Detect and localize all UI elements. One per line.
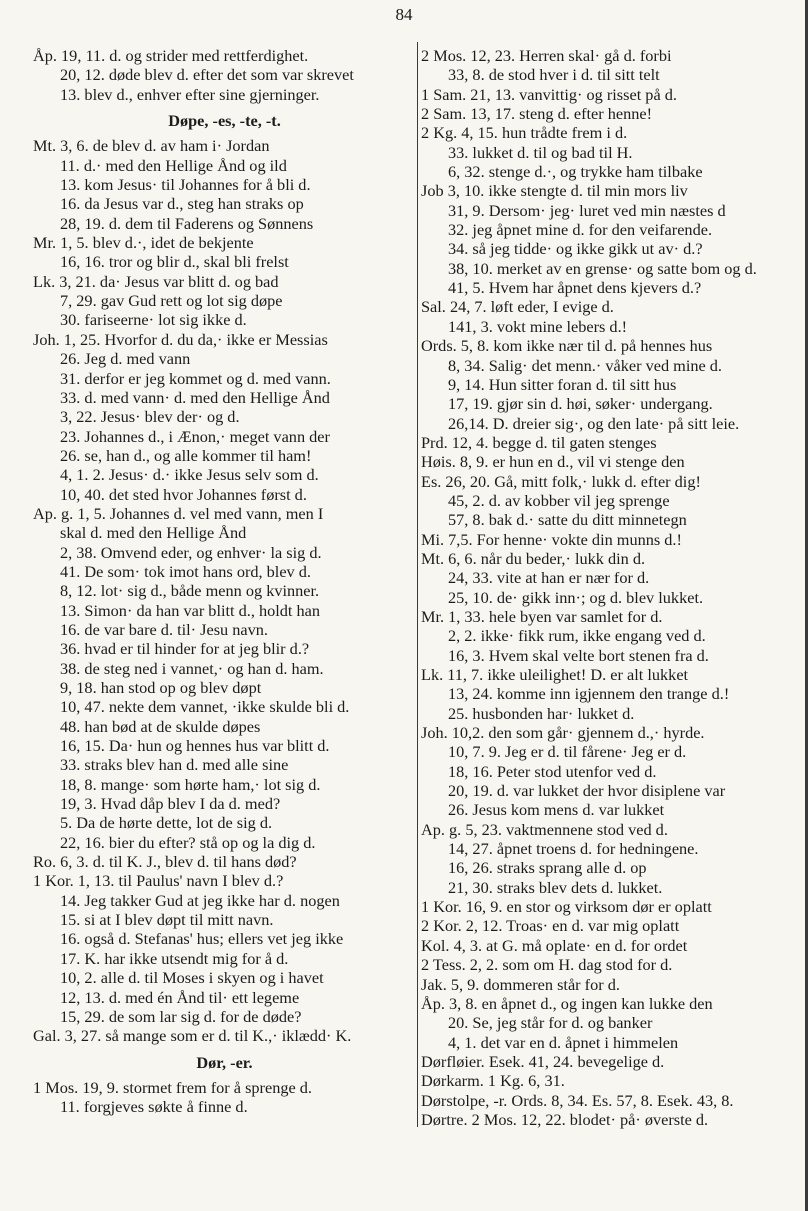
concordance-subline: 4, 1. 2. Jesus· d.· ikke Jesus selv som d.: [60, 465, 319, 485]
concordance-subline: 16, 15. Da· hun og hennes hus var blitt d.: [60, 736, 330, 756]
concordance-subline: 36. hvad er til hinder for at jeg blir d.?: [60, 639, 310, 659]
concordance-subline: 17. K. har ikke utsendt mig for å d.: [60, 948, 289, 968]
concordance-entry: 2 Kg. 4, 15. hun trådte frem i d.: [421, 123, 628, 143]
concordance-entry: 2 Sam. 13, 17. steng d. efter henne!: [421, 104, 653, 124]
concordance-entry: Ro. 6, 3. d. til K. J., blev d. til hans død?: [33, 852, 297, 872]
concordance-subline: 13. kom Jesus· til Johannes for å bli d.: [60, 175, 311, 195]
concordance-entry: Ap. g. 1, 5. Johannes d. vel med vann, men I: [33, 503, 324, 523]
concordance-subline: 11. d.· med den Hellige Ånd og ild: [60, 155, 287, 175]
concordance-subline: 22, 16. bier du efter? stå op og la dig d.: [60, 832, 316, 852]
concordance-subline: 34. så jeg tidde· og ikke gikk ut av· d.?: [448, 239, 703, 259]
concordance-subline: 41. De som· tok imot hans ord, blev d.: [60, 561, 311, 581]
concordance-subline: 5. Da de hørte dette, lot de sig d.: [60, 813, 273, 833]
concordance-subline: 38. de steg ned i vannet,· og han d. ham.: [60, 658, 324, 678]
section-heading: Dør, -er.: [196, 1052, 253, 1072]
section-heading: Døpe, -es, -te, -t.: [168, 111, 281, 131]
concordance-entry: Dørstolpe, -r. Ords. 8, 34. Es. 57, 8. Esek. 43, 8.: [421, 1090, 734, 1110]
concordance-subline: 141, 3. vokt mine lebers d.!: [448, 316, 628, 336]
concordance-subline: 13. Simon· da han var blitt d., holdt han: [60, 600, 321, 620]
concordance-entry: Jak. 5, 9. dommeren står for d.: [421, 974, 620, 994]
right-column: [421, 46, 806, 1129]
concordance-subline: 28, 19. d. dem til Faderens og Sønnens: [60, 213, 314, 233]
concordance-subline: 26. Jeg d. med vann: [60, 349, 191, 369]
concordance-entry: Ap. g. 5, 23. vaktmennene stod ved d.: [421, 819, 668, 839]
concordance-subline: 31. derfor er jeg kommet og d. med vann.: [60, 368, 331, 388]
concordance-subline: 48. han bød at de skulde døpes: [60, 716, 261, 736]
concordance-subline: 2, 2. ikke· fikk rum, ikke engang ved d.: [448, 626, 706, 646]
concordance-subline: 38, 10. merket av en grense· og satte bom og d.: [448, 258, 757, 278]
concordance-subline: 19, 3. Hvad dåp blev I da d. med?: [60, 794, 281, 814]
concordance-entry: Lk. 3, 21. da· Jesus var blitt d. og bad: [33, 271, 279, 291]
concordance-subline: 14. Jeg takker Gud at jeg ikke har d. nogen: [60, 890, 340, 910]
concordance-subline: 15. si at I blev døpt til mitt navn.: [60, 910, 274, 930]
concordance-subline: 32. jeg åpnet mine d. for den veifarende.: [448, 220, 713, 240]
concordance-subline: 9, 18. han stod op og blev døpt: [60, 678, 262, 697]
concordance-entry: Sal. 24, 7. løft eder, I evige d.: [421, 297, 614, 317]
concordance-subline: 18, 16. Peter stod utenfor ved d.: [448, 761, 657, 781]
concordance-subline: 16. også d. Stefanas' hus; ellers vet jeg ikke: [60, 929, 344, 949]
concordance-subline: 10, 40. det sted hvor Johannes først d.: [60, 484, 307, 504]
concordance-entry: Høis. 8, 9. er hun en d., vil vi stenge den: [421, 452, 685, 472]
concordance-entry: Åp. 19, 11. d. og strider med rettferdighet.: [33, 46, 309, 65]
concordance-subline: 14, 27. åpnet troens d. for hedningene.: [448, 839, 699, 859]
concordance-subline: 4, 1. det var en d. åpnet i himmelen: [448, 1032, 679, 1052]
concordance-subline: 33, 8. de stod hver i d. til sitt telt: [448, 65, 660, 85]
concordance-entry: Mt. 6, 6. når du beder,· lukk din d.: [421, 548, 646, 568]
concordance-subline: 31, 9. Dersom· jeg· luret ved min næstes d: [448, 200, 726, 220]
concordance-subline: 21, 30. straks blev dets d. lukket.: [448, 877, 663, 897]
concordance-entry: 1 Sam. 21, 13. vanvittig· og risset på d.: [421, 84, 677, 104]
concordance-subline: 23. Johannes d., i Ænon,· meget vann der: [60, 426, 330, 446]
concordance-subline: 16, 16. tror og blir d., skal bli frelst: [60, 252, 289, 272]
concordance-entry: Ords. 5, 8. kom ikke nær til d. på hennes hus: [421, 336, 713, 356]
concordance-subline: 20, 12. døde blev d. efter det som var skrevet: [60, 65, 354, 85]
concordance-entry: 2 Kor. 2, 12. Troas· en d. var mig oplatt: [421, 916, 680, 936]
concordance-subline: 26. se, han d., og alle kommer til ham!: [60, 445, 312, 465]
concordance-subline: 41, 5. Hvem har åpnet dens kjevers d.?: [448, 278, 702, 298]
page-number: 84: [395, 5, 413, 24]
concordance-subline: 33. d. med vann· d. med den Hellige Ånd: [60, 387, 330, 407]
concordance-subline: 6, 32. stenge d.·, og trykke ham tilbake: [448, 162, 703, 182]
concordance-entry: Dørfløier. Esek. 41, 24. bevegelige d.: [421, 1051, 665, 1071]
concordance-subline: 12, 13. d. med én Ånd til· ett legeme: [60, 987, 300, 1007]
concordance-subline: 11. forgjeves søkte å finne d.: [60, 1097, 248, 1117]
concordance-subline: 16, 26. straks sprang alle d. op: [448, 858, 647, 878]
concordance-entry: Mt. 3, 6. de blev d. av ham i· Jordan: [33, 136, 270, 156]
concordance-subline: 18, 8. mange· som hørte ham,· lot sig d.: [60, 774, 321, 794]
left-column: [33, 46, 416, 1117]
concordance-subline: 10, 7. 9. Jeg er d. til fårene· Jeg er d.: [448, 742, 687, 762]
concordance-entry: Prd. 12, 4. begge d. til gaten stenges: [421, 432, 657, 452]
concordance-subline: 24, 33. vite at han er nær for d.: [448, 568, 650, 588]
concordance-subline: 10, 47. nekte dem vannet, ·ikke skulde bli d.: [60, 697, 350, 717]
concordance-entry: 2 Mos. 12, 23. Herren skal· gå d. forbi: [421, 46, 672, 65]
concordance-subline: 8, 34. Salig· det menn.· våker ved mine d.: [448, 355, 722, 375]
concordance-subline: 20, 19. d. var lukket der hvor disiplene var: [448, 781, 726, 801]
concordance-subline: 3, 22. Jesus· blev der· og d.: [60, 407, 240, 427]
concordance-subline: 7, 29. gav Gud rett og lot sig døpe: [60, 291, 283, 311]
concordance-subline: 16. de var bare d. til· Jesu navn.: [60, 619, 268, 639]
concordance-subline: 25. husbonden har· lukket d.: [448, 703, 635, 723]
concordance-entry: Joh. 1, 25. Hvorfor d. du da,· ikke er Messias: [33, 329, 328, 349]
concordance-subline: 33. straks blev han d. med alle sine: [60, 755, 289, 775]
concordance-entry: 1 Kor. 16, 9. en stor og virksom dør er oplatt: [421, 897, 712, 917]
concordance-subline: 13. blev d., enhver efter sine gjerninger.: [60, 84, 320, 104]
concordance-entry: Job 3, 10. ikke stengte d. til min mors liv: [421, 181, 688, 201]
concordance-subline: 13, 24. komme inn igjennem den trange d.!: [448, 684, 730, 704]
concordance-entry: 1 Mos. 19, 9. stormet frem for å sprenge d.: [33, 1077, 312, 1097]
concordance-entry: Dørkarm. 1 Kg. 6, 31.: [421, 1071, 565, 1091]
concordance-entry: 1 Kor. 1, 13. til Paulus' navn I blev d.?: [33, 871, 284, 891]
concordance-subline: 33. lukket d. til og bad til H.: [448, 142, 633, 162]
concordance-subline: 10, 2. alle d. til Moses i skyen og i havet: [60, 968, 324, 988]
concordance-entry: Kol. 4, 3. at G. må oplate· en d. for ordet: [421, 935, 688, 955]
concordance-subline: 17, 19. gjør sin d. høi, søker· undergang.: [448, 394, 713, 414]
concordance-subline: 9, 14. Hun sitter foran d. til sitt hus: [448, 374, 677, 394]
concordance-subline: 16, 3. Hvem skal velte bort stenen fra d.: [448, 645, 709, 665]
concordance-subline: 57, 8. bak d.· satte du ditt minnetegn: [448, 510, 687, 530]
concordance-subline: skal d. med den Hellige Ånd: [60, 523, 247, 543]
concordance-entry: 2 Tess. 2, 2. som om H. dag stod for d.: [421, 955, 673, 975]
concordance-subline: 8, 12. lot· sig d., både menn og kvinner.: [60, 581, 320, 601]
concordance-subline: 16. da Jesus var d., steg han straks op: [60, 194, 304, 214]
concordance-entry: Åp. 3, 8. en åpnet d., og ingen kan lukke den: [421, 993, 713, 1013]
concordance-entry: Lk. 11, 7. ikke uleilighet! D. er alt lukket: [421, 665, 689, 684]
concordance-entry: Mr. 1, 33. hele byen var samlet for d.: [421, 606, 663, 626]
concordance-subline: 20. Se, jeg står for d. og banker: [448, 1013, 653, 1033]
concordance-subline: 15, 29. de som lar sig d. for de døde?: [60, 1006, 302, 1026]
concordance-subline: 25, 10. de· gikk inn·; og d. blev lukket.: [448, 587, 704, 607]
column-divider: [417, 42, 418, 1127]
concordance-entry: Joh. 10,2. den som går· gjennem d.,· hyrde.: [421, 723, 705, 743]
concordance-entry: Gal. 3, 27. så mange som er d. til K.,· iklædd· K.: [33, 1026, 352, 1046]
concordance-entry: Dørtre. 2 Mos. 12, 22. blodet· på· øverste d.: [421, 1109, 709, 1129]
concordance-subline: 45, 2. d. av kobber vil jeg sprenge: [448, 490, 670, 510]
concordance-subline: 26,14. D. dreier sig·, og den late· på sitt leie.: [448, 413, 740, 433]
concordance-subline: 26. Jesus kom mens d. var lukket: [448, 800, 665, 820]
concordance-entry: Mi. 7,5. For henne· vokte din munns d.!: [421, 529, 682, 549]
concordance-entry: Es. 26, 20. Gå, mitt folk,· lukk d. efter dig!: [421, 471, 701, 491]
concordance-subline: 30. fariseerne· lot sig ikke d.: [60, 310, 247, 330]
concordance-entry: Mr. 1, 5. blev d.·, idet de bekjente: [33, 233, 254, 253]
concordance-subline: 2, 38. Omvend eder, og enhver· la sig d.: [60, 542, 322, 562]
